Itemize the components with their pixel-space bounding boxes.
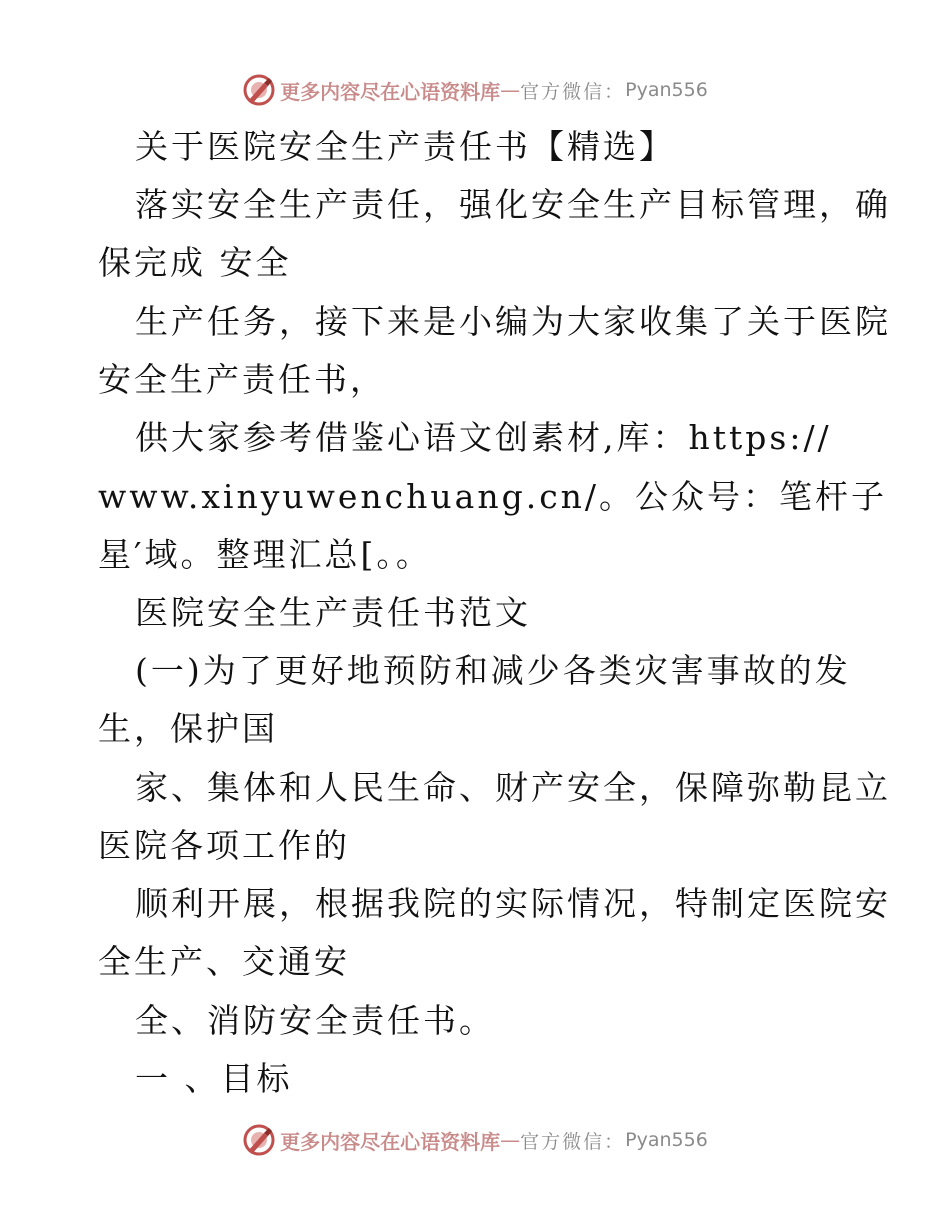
banner-wechat-id: Pyan556 <box>625 1129 708 1151</box>
text-line: 生产任务，接下来是小编为大家收集了关于医院 <box>135 302 891 341</box>
document-title: 关于医院安全生产责任书【精选】 <box>135 127 675 166</box>
banner-dash: — <box>500 1128 521 1152</box>
section-heading: 医院安全生产责任书范文 <box>135 593 531 632</box>
text-line: 医院各项工作的 <box>98 826 350 865</box>
banner-title: 更多内容尽在心语资料库 <box>280 1129 501 1154</box>
subsection-heading: 一 、目标 <box>135 1059 293 1098</box>
text-line: 保完成 安全 <box>98 243 292 282</box>
pen-logo-icon <box>242 1123 276 1157</box>
banner-wechat-label: 官方微信： <box>520 1130 626 1153</box>
banner-dash: — <box>500 78 521 102</box>
pen-logo-icon <box>242 73 276 107</box>
text-line: 顺利开展，根据我院的实际情况，特制定医院安 <box>135 884 891 923</box>
header-banner <box>0 70 950 110</box>
text-line: www.xinyuwenchuang.cn/。公众号：笔杆子 <box>98 477 888 516</box>
text-line: 安全生产责任书， <box>98 360 386 399</box>
text-line: 全、消防安全责任书。 <box>135 1001 495 1040</box>
text-line: 全生产、交通安 <box>98 942 350 981</box>
text-line: 生，保护国 <box>98 709 278 748</box>
text-line: 家、集体和人民生命、财产安全，保障弥勒昆立 <box>135 768 891 807</box>
text-line: 供大家参考借鉴心语文创素材,库：https:// <box>135 418 832 457</box>
banner-wechat-label: 官方微信： <box>520 80 626 103</box>
text-line: 星′域。整理汇总[。。 <box>98 535 432 574</box>
banner-title: 更多内容尽在心语资料库 <box>280 79 501 104</box>
text-line: 落实安全生产责任，强化安全生产目标管理，确 <box>135 185 891 224</box>
footer-banner <box>0 1120 950 1160</box>
banner-wechat-id: Pyan556 <box>625 79 708 101</box>
text-line: (一)为了更好地预防和减少各类灾害事故的发 <box>135 651 851 690</box>
